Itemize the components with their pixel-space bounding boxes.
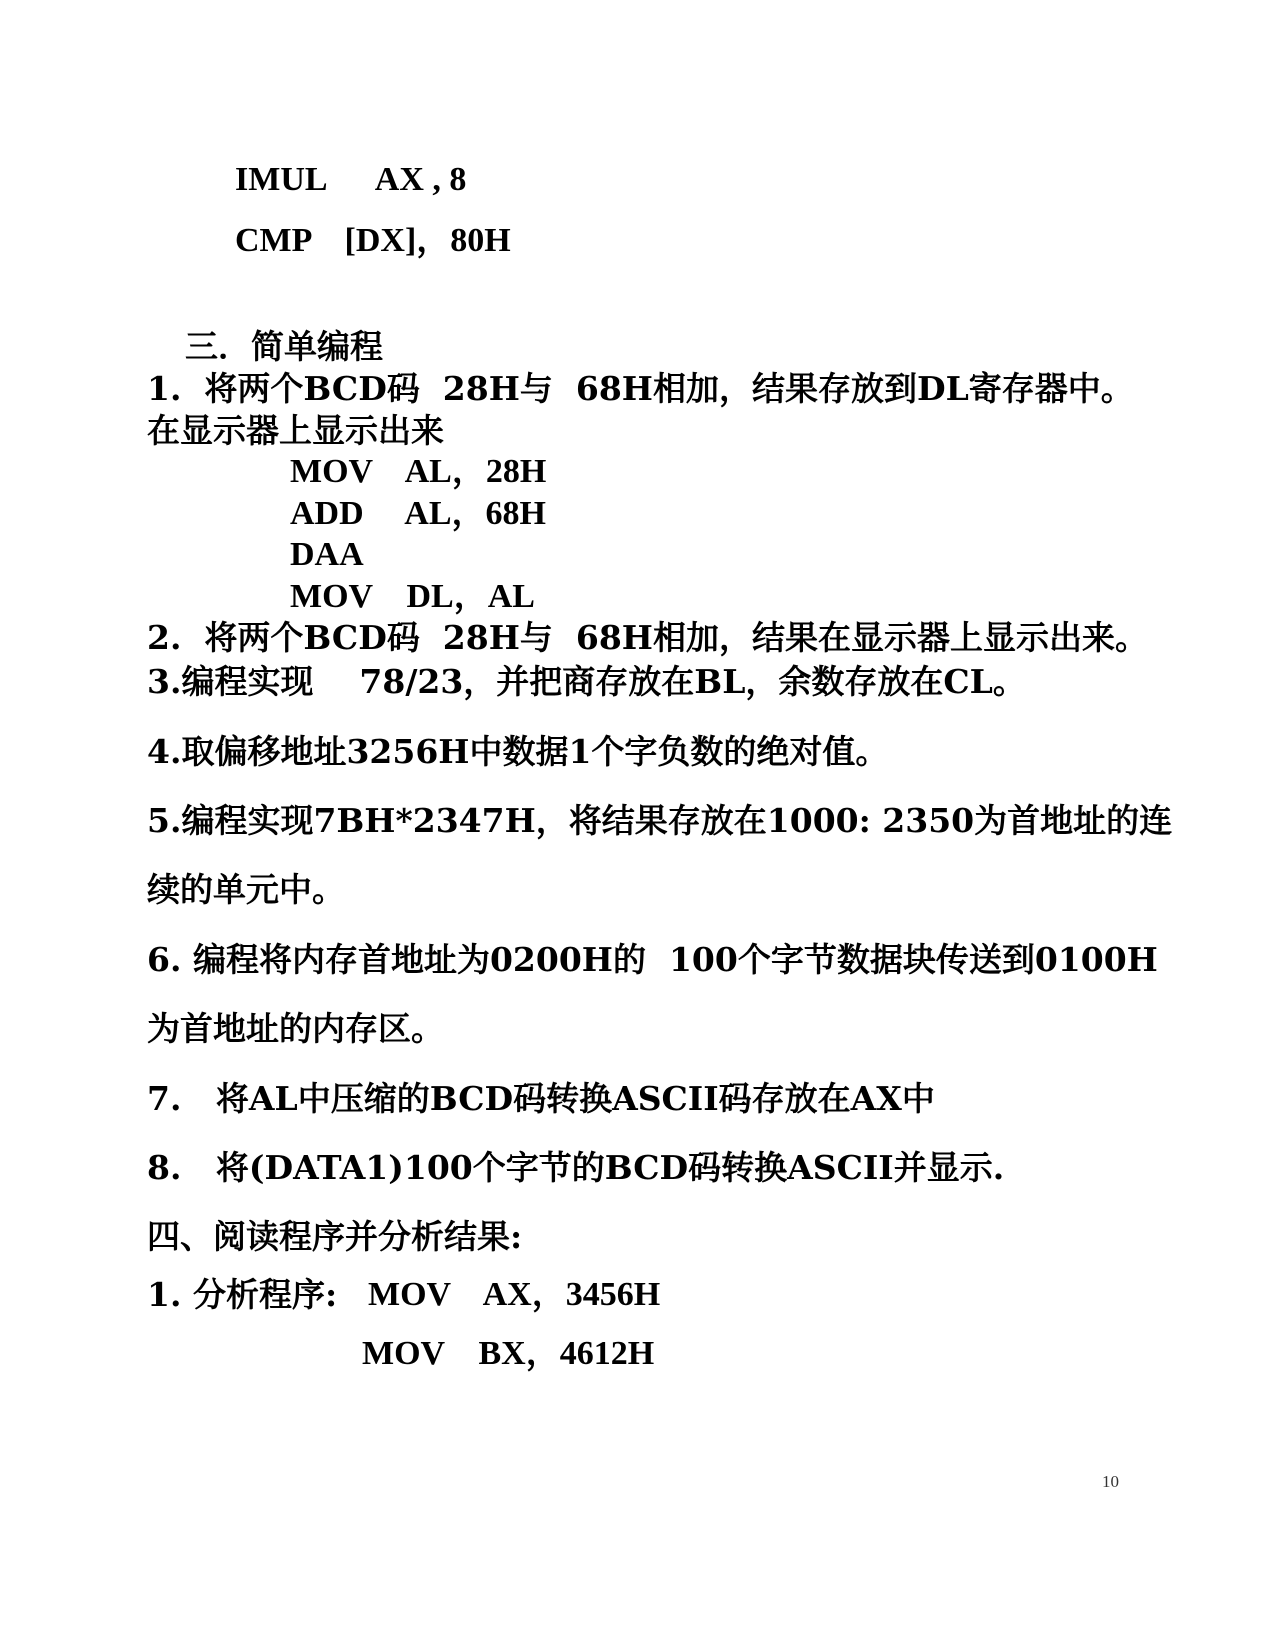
s4-code-mov-ax: MOV AX，3456H	[368, 1276, 661, 1313]
question-1-line-1: 1. 将两个BCD码 28H与 68H相加，结果存放到DL寄存器中。	[147, 369, 1134, 408]
question-3: 3.编程实现 78/23，并把商存放在BL，余数存放在CL。	[147, 662, 1026, 701]
q1-code-add: ADD AL，68H	[290, 495, 546, 532]
question-4: 4.取偏移地址3256H中数据1个字负数的绝对值。	[147, 732, 889, 771]
section4-question-1-label: 1. 分析程序:	[147, 1275, 349, 1314]
question-8: 8. 将(DATA1)100个字节的BCD码转换ASCII并显示.	[147, 1148, 1005, 1187]
question-6-line-1: 6. 编程将内存首地址为0200H的 100个字节数据块传送到0100H	[147, 940, 1158, 979]
question-2: 2. 将两个BCD码 28H与 68H相加，结果在显示器上显示出来。	[147, 618, 1148, 657]
code-line-cmp: CMP [DX]，80H	[235, 222, 511, 259]
s4-code-mov-bx: MOV BX，4612H	[362, 1335, 655, 1372]
q1-code-mov-dl: MOV DL，AL	[290, 578, 535, 615]
question-6-line-2: 为首地址的内存区。	[147, 1009, 444, 1048]
page-number: 10	[1102, 1472, 1119, 1491]
question-7: 7. 将AL中压缩的BCD码转换ASCII码存放在AX中	[147, 1079, 935, 1118]
q1-code-daa: DAA	[290, 536, 364, 573]
question-1-line-2: 在显示器上显示出来	[147, 411, 444, 450]
section4-heading: 四、阅读程序并分析结果:	[147, 1217, 523, 1256]
section3-heading: 三．简单编程	[185, 327, 383, 366]
question-5-line-1: 5.编程实现7BH*2347H，将结果存放在1000: 2350为首地址的连	[147, 801, 1173, 840]
code-line-imul: IMUL AX , 8	[235, 161, 467, 198]
question-5-line-2: 续的单元中。	[147, 870, 345, 909]
q1-code-mov-al: MOV AL，28H	[290, 453, 547, 490]
